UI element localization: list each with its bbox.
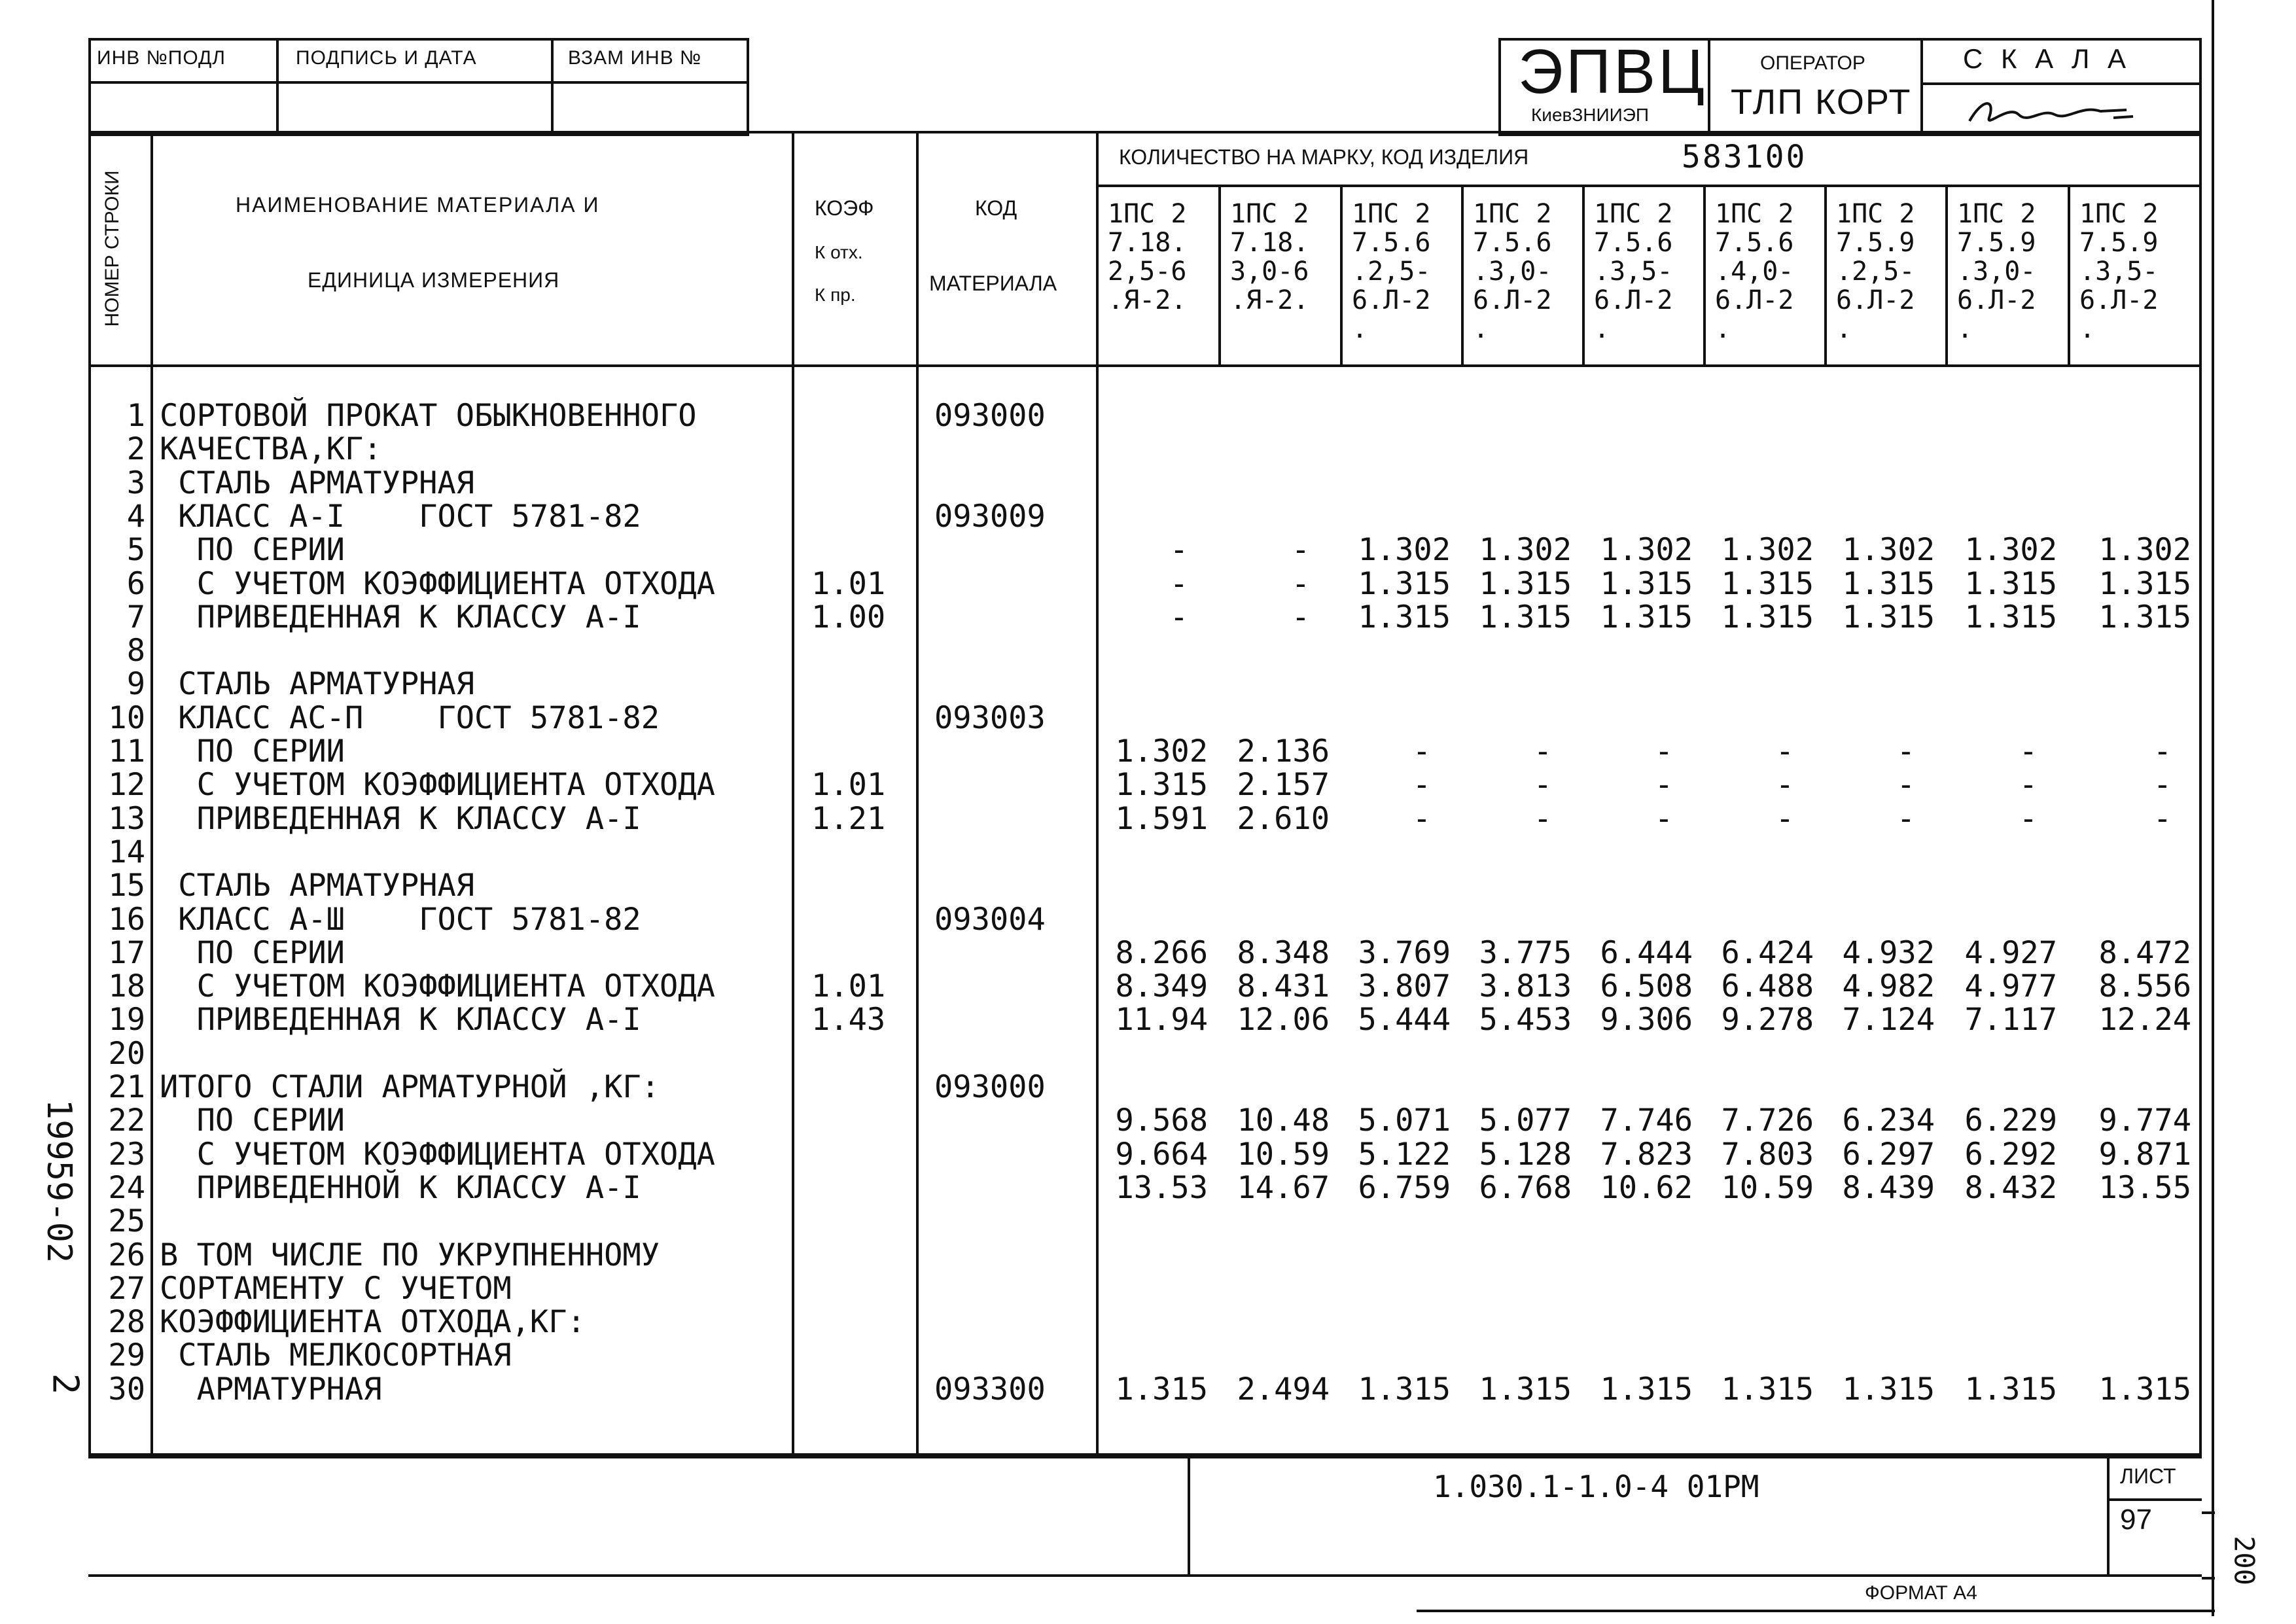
quantity-cell: -: [2153, 800, 2172, 837]
quantity-cell: 1.302: [1721, 532, 1814, 569]
quantity-header: КОЛИЧЕСТВО НА МАРКУ, КОД ИЗДЕЛИЯ: [1119, 145, 1529, 169]
quantity-cell: -: [2019, 767, 2038, 803]
quantity-cell: 8.348: [1237, 934, 1330, 971]
mark-header-line: 1ПС 2: [1230, 199, 1309, 229]
row-number: 26: [108, 1237, 145, 1273]
quantity-cell: 4.927: [1964, 934, 2057, 971]
quantity-cell: 6.297: [1842, 1136, 1935, 1173]
quantity-cell: 1.315: [2098, 1371, 2191, 1407]
material-name: КОЭФФИЦИЕНТА ОТХОДА,КГ:: [160, 1304, 586, 1341]
operator-label: ОПЕРАТОР: [1760, 52, 1865, 74]
vzam-label: ВЗАМ ИНВ №: [568, 47, 702, 69]
mark-header-line: 7.18.: [1230, 228, 1309, 258]
quantity-cell: 8.556: [2098, 968, 2191, 1005]
table-rule: [150, 131, 153, 1456]
quantity-cell: -: [1654, 767, 1673, 803]
row-number: 4: [126, 498, 145, 535]
quantity-cell: 1.302: [1479, 532, 1572, 569]
mark-header-line: 6.Л-2: [1594, 285, 1673, 315]
quantity-cell: 8.266: [1115, 934, 1208, 971]
stamp-divider: [1708, 38, 1710, 136]
mark-header-line: 1ПС 2: [1957, 199, 2036, 229]
mark-header-line: 7.5.9: [2079, 228, 2159, 258]
quantity-cell: 1.315: [2098, 565, 2191, 602]
material-name: СТАЛЬ МЕЛКОСОРТНАЯ: [160, 1337, 512, 1374]
material-name: СТАЛЬ АРМАТУРНАЯ: [160, 666, 475, 703]
row-number: 5: [126, 532, 145, 569]
quantity-cell: 1.315: [2098, 599, 2191, 635]
mark-column-rule: [1340, 185, 1343, 364]
quantity-cell: 1.315: [1358, 1371, 1451, 1407]
material-code: 093004: [934, 901, 1046, 938]
quantity-cell: 7.117: [1964, 1002, 2057, 1038]
operator-value: ТЛП КОРТ: [1731, 82, 1912, 122]
quantity-cell: -: [1169, 565, 1188, 602]
coefficient: 1.01: [811, 968, 886, 1005]
material-name: ПО СЕРИИ: [160, 1103, 345, 1139]
quantity-cell: 1.315: [1721, 599, 1814, 635]
footer-rule: [88, 1574, 2202, 1577]
coefficient: 1.21: [811, 800, 886, 837]
row-number-header: НОМЕР СТРОКИ: [101, 170, 123, 327]
product-code: 583100: [1682, 139, 1807, 175]
row-number: 12: [108, 767, 145, 803]
mark-header-line: 7.5.6: [1473, 228, 1552, 258]
mark-header-line: .: [1715, 314, 1731, 344]
mark-header-line: .Я-2.: [1230, 285, 1309, 315]
mark-column-rule: [1703, 185, 1706, 364]
quantity-cell: -: [1775, 733, 1794, 769]
quantity-cell: 1.315: [1600, 1371, 1693, 1407]
quantity-cell: -: [1291, 599, 1310, 635]
quantity-cell: 8.472: [2098, 934, 2191, 971]
quantity-cell: -: [1533, 733, 1552, 769]
table-rule: [88, 1456, 2202, 1458]
mark-column-rule: [2068, 185, 2070, 364]
mark-header-line: .: [1594, 314, 1610, 344]
side-page-number: 200: [2228, 1536, 2261, 1585]
quantity-cell: 1.315: [1600, 599, 1693, 635]
row-number: 11: [108, 733, 145, 769]
quantity-cell: 10.48: [1237, 1103, 1330, 1139]
quantity-cell: -: [1896, 733, 1915, 769]
quantity-cell: 6.444: [1600, 934, 1693, 971]
coefficient: 1.01: [811, 767, 886, 803]
quantity-cell: -: [1775, 800, 1794, 837]
quantity-cell: 1.315: [1964, 565, 2057, 602]
material-name: В ТОМ ЧИСЛЕ ПО УКРУПНЕННОМУ: [160, 1237, 660, 1273]
quantity-cell: 5.444: [1358, 1002, 1451, 1038]
mark-header-line: .2,5-: [1836, 256, 1915, 287]
material-code: 093003: [934, 699, 1046, 736]
mark-header-line: 7.5.6: [1594, 228, 1673, 258]
mark-header-line: 1ПС 2: [1352, 199, 1431, 229]
mark-header-line: .: [1836, 314, 1852, 344]
mark-header-line: 1ПС 2: [1473, 199, 1552, 229]
stamp-divider: [88, 81, 749, 84]
quantity-cell: 10.59: [1237, 1136, 1330, 1173]
quantity-cell: 1.591: [1115, 800, 1208, 837]
mark-header-line: .3,5-: [2079, 256, 2159, 287]
row-number: 27: [108, 1270, 145, 1307]
margin-rule: [2202, 1577, 2215, 1580]
sign-date-label: ПОДПИСЬ И ДАТА: [296, 47, 477, 69]
quantity-cell: 11.94: [1115, 1002, 1208, 1038]
quantity-cell: 5.128: [1479, 1136, 1572, 1173]
quantity-cell: 2.494: [1237, 1371, 1330, 1407]
row-number: 25: [108, 1203, 145, 1240]
row-number: 17: [108, 934, 145, 971]
material-name: С УЧЕТОМ КОЭФФИЦИЕНТА ОТХОДА: [160, 565, 715, 602]
margin-rule: [2212, 0, 2214, 1616]
quantity-cell: -: [2019, 733, 2038, 769]
quantity-cell: -: [1169, 532, 1188, 569]
row-number: 28: [108, 1304, 145, 1341]
quantity-cell: 10.62: [1600, 1169, 1693, 1206]
code-header-1: КОД: [975, 196, 1017, 220]
quantity-cell: 1.302: [1358, 532, 1451, 569]
mark-header-line: .: [1473, 314, 1489, 344]
quantity-cell: 1.315: [1964, 599, 2057, 635]
quantity-cell: 8.431: [1237, 968, 1330, 1005]
document-code: 1.030.1-1.0-4 01РМ: [1433, 1469, 1759, 1504]
row-number: 15: [108, 868, 145, 904]
material-name: КЛАСС А-I ГОСТ 5781-82: [160, 498, 641, 535]
quantity-cell: 5.122: [1358, 1136, 1451, 1173]
mark-header-line: 7.5.6: [1352, 228, 1431, 258]
footer-rule: [2107, 1498, 2202, 1501]
row-number: 14: [108, 834, 145, 870]
mark-header-line: 6.Л-2: [1715, 285, 1794, 315]
org-main: ЭПВЦ: [1518, 37, 1708, 107]
quantity-cell: 1.315: [1721, 565, 1814, 602]
quantity-cell: 9.774: [2098, 1103, 2191, 1139]
material-name: ПО СЕРИИ: [160, 532, 345, 569]
quantity-cell: 5.071: [1358, 1103, 1451, 1139]
material-name: ИТОГО СТАЛИ АРМАТУРНОЙ ,КГ:: [160, 1069, 660, 1105]
stamp-divider: [1920, 82, 2202, 85]
quantity-cell: 1.315: [1115, 767, 1208, 803]
mark-header-line: 6.Л-2: [2079, 285, 2159, 315]
quantity-cell: 9.278: [1721, 1002, 1814, 1038]
coef-header-1: КОЭФ: [815, 196, 874, 220]
quantity-cell: 9.664: [1115, 1136, 1208, 1173]
row-number: 19: [108, 1002, 145, 1038]
mark-header-line: .3,0-: [1957, 256, 2036, 287]
quantity-cell: 1.315: [1479, 1371, 1572, 1407]
coef-header-3: К пр.: [815, 285, 856, 305]
mark-header-line: 7.5.9: [1957, 228, 2036, 258]
quantity-cell: 6.292: [1964, 1136, 2057, 1173]
quantity-cell: 1.315: [1479, 599, 1572, 635]
quantity-cell: 6.508: [1600, 968, 1693, 1005]
quantity-cell: -: [1896, 767, 1915, 803]
quantity-cell: 4.977: [1964, 968, 2057, 1005]
quantity-cell: -: [1169, 599, 1188, 635]
mark-header-line: .Я-2.: [1108, 285, 1187, 315]
quantity-cell: 12.24: [2098, 1002, 2191, 1038]
quantity-cell: -: [1533, 767, 1552, 803]
material-code: 093300: [934, 1371, 1046, 1407]
material-name: ПРИВЕДЕННАЯ К КЛАССУ А-I: [160, 800, 641, 837]
quantity-cell: 1.315: [1964, 1371, 2057, 1407]
coefficient: 1.01: [811, 565, 886, 602]
quantity-cell: 1.315: [1358, 599, 1451, 635]
mark-header-line: 6.Л-2: [1957, 285, 2036, 315]
material-name-header-2: ЕДИНИЦА ИЗМЕРЕНИЯ: [308, 268, 560, 292]
quantity-cell: 7.726: [1721, 1103, 1814, 1139]
material-name: ПРИВЕДЕННАЯ К КЛАССУ А-I: [160, 1002, 641, 1038]
row-number: 1: [126, 398, 145, 434]
mark-header-line: 6.Л-2: [1352, 285, 1431, 315]
mark-column-rule: [1824, 185, 1827, 364]
footer-rule: [1188, 1456, 1190, 1577]
material-name: С УЧЕТОМ КОЭФФИЦИЕНТА ОТХОДА: [160, 1136, 715, 1173]
quantity-cell: -: [2153, 733, 2172, 769]
material-code: 093000: [934, 398, 1046, 434]
material-name: КЛАСС А-Ш ГОСТ 5781-82: [160, 901, 641, 938]
quantity-cell: 6.488: [1721, 968, 1814, 1005]
quantity-cell: -: [1533, 800, 1552, 837]
mark-header-line: 1ПС 2: [1836, 199, 1915, 229]
mark-column-rule: [1461, 185, 1464, 364]
coefficient: 1.43: [811, 1002, 886, 1038]
mark-header-line: 3,0-6: [1230, 256, 1309, 287]
stamp-divider: [276, 38, 279, 136]
signature-image: [1956, 92, 2153, 131]
mark-header-line: 1ПС 2: [2079, 199, 2159, 229]
row-number: 16: [108, 901, 145, 938]
code-header-2: МАТЕРИАЛА: [929, 272, 1057, 295]
row-number: 10: [108, 699, 145, 736]
mark-header-line: .4,0-: [1715, 256, 1794, 287]
quantity-cell: 6.234: [1842, 1103, 1935, 1139]
table-rule: [916, 131, 919, 1456]
material-name: ПРИВЕДЕННОЙ К КЛАССУ А-I: [160, 1169, 641, 1206]
quantity-cell: 1.315: [1842, 565, 1935, 602]
quantity-cell: 7.803: [1721, 1136, 1814, 1173]
material-name: АРМАТУРНАЯ: [160, 1371, 382, 1407]
mark-header-line: 7.5.9: [1836, 228, 1915, 258]
quantity-cell: 8.439: [1842, 1169, 1935, 1206]
quantity-cell: 1.315: [1842, 1371, 1935, 1407]
stamp-divider: [1920, 38, 1923, 136]
quantity-cell: 1.315: [1842, 599, 1935, 635]
row-number: 7: [126, 599, 145, 635]
row-number: 8: [126, 633, 145, 669]
mark-header-line: .: [1352, 314, 1368, 344]
mark-header-line: .2,5-: [1352, 256, 1431, 287]
quantity-cell: 9.568: [1115, 1103, 1208, 1139]
quantity-cell: 9.306: [1600, 1002, 1693, 1038]
margin-rule: [1417, 1610, 2215, 1612]
quantity-cell: 4.932: [1842, 934, 1935, 971]
quantity-cell: -: [1412, 733, 1431, 769]
table-rule: [792, 131, 794, 1456]
material-name: ПО СЕРИИ: [160, 733, 345, 769]
row-number: 22: [108, 1103, 145, 1139]
row-number: 21: [108, 1069, 145, 1105]
quantity-cell: -: [1775, 767, 1794, 803]
mark-column-rule: [1218, 185, 1221, 364]
quantity-cell: 6.424: [1721, 934, 1814, 971]
quantity-cell: 9.871: [2098, 1136, 2191, 1173]
row-number: 24: [108, 1169, 145, 1206]
quantity-cell: -: [1291, 565, 1310, 602]
quantity-cell: 13.55: [2098, 1169, 2191, 1206]
mark-header-line: 1ПС 2: [1108, 199, 1187, 229]
quantity-cell: 1.315: [1479, 565, 1572, 602]
sheet-number: 97: [2120, 1504, 2152, 1536]
quantity-cell: 2.136: [1237, 733, 1330, 769]
table-rule: [88, 364, 2202, 367]
coef-header-2: К отх.: [815, 242, 863, 262]
quantity-cell: 3.813: [1479, 968, 1572, 1005]
material-code: 093009: [934, 498, 1046, 535]
row-number: 29: [108, 1337, 145, 1374]
row-number: 2: [126, 431, 145, 468]
quantity-cell: 14.67: [1237, 1169, 1330, 1206]
material-name-header-1: НАИМЕНОВАНИЕ МАТЕРИАЛА И: [236, 193, 600, 217]
material-name: СТАЛЬ АРМАТУРНАЯ: [160, 868, 475, 904]
row-number: 30: [108, 1371, 145, 1407]
inv-label: ИНВ №ПОДЛ: [97, 47, 226, 69]
quantity-cell: 6.229: [1964, 1103, 2057, 1139]
quantity-cell: 13.53: [1115, 1169, 1208, 1206]
quantity-cell: 3.769: [1358, 934, 1451, 971]
archive-number: 19959-02: [39, 1099, 79, 1263]
row-number: 3: [126, 465, 145, 501]
material-code: 093000: [934, 1069, 1046, 1105]
mark-header-line: .3,0-: [1473, 256, 1552, 287]
quantity-cell: -: [1896, 800, 1915, 837]
row-number: 9: [126, 666, 145, 703]
quantity-cell: 1.315: [1358, 565, 1451, 602]
quantity-cell: 4.982: [1842, 968, 1935, 1005]
coefficient: 1.00: [811, 599, 886, 635]
mark-header-line: 7.5.6: [1715, 228, 1794, 258]
quantity-cell: -: [1412, 767, 1431, 803]
quantity-cell: -: [2153, 767, 2172, 803]
footer-rule: [2107, 1456, 2110, 1577]
material-name: СОРТАМЕНТУ С УЧЕТОМ: [160, 1270, 512, 1307]
material-name: ПО СЕРИИ: [160, 934, 345, 971]
mark-header-line: 6.Л-2: [1836, 285, 1915, 315]
mark-header-line: .: [2079, 314, 2096, 344]
quantity-cell: -: [1654, 733, 1673, 769]
quantity-cell: 7.124: [1842, 1002, 1935, 1038]
quantity-cell: 1.302: [1600, 532, 1693, 569]
quantity-cell: 1.315: [1115, 1371, 1208, 1407]
mark-header-line: 7.18.: [1108, 228, 1187, 258]
row-number: 6: [126, 565, 145, 602]
sheet-label: ЛИСТ: [2120, 1464, 2176, 1488]
material-name: С УЧЕТОМ КОЭФФИЦИЕНТА ОТХОДА: [160, 968, 715, 1005]
format-label: ФОРМАТ А4: [1865, 1582, 1977, 1604]
quantity-cell: 7.746: [1600, 1103, 1693, 1139]
mark-header-line: 2,5-6: [1108, 256, 1187, 287]
mark-column-rule: [1582, 185, 1585, 364]
quantity-cell: 5.077: [1479, 1103, 1572, 1139]
org-sub: КиевЗНИИЭП: [1531, 105, 1650, 125]
row-number: 18: [108, 968, 145, 1005]
mark-header-line: 1ПС 2: [1715, 199, 1794, 229]
quantity-cell: 10.59: [1721, 1169, 1814, 1206]
mark-column-rule: [1945, 185, 1948, 364]
row-number: 13: [108, 800, 145, 837]
table-rule: [1096, 185, 2202, 187]
quantity-cell: 1.315: [1721, 1371, 1814, 1407]
quantity-cell: -: [1654, 800, 1673, 837]
material-name: ПРИВЕДЕННАЯ К КЛАССУ А-I: [160, 599, 641, 635]
mark-header-line: .3,5-: [1594, 256, 1673, 287]
quantity-cell: -: [1412, 800, 1431, 837]
row-number: 23: [108, 1136, 145, 1173]
quantity-cell: 8.349: [1115, 968, 1208, 1005]
scale-label: С К А Л А: [1963, 43, 2132, 74]
stamp-divider: [551, 38, 554, 136]
quantity-cell: 1.302: [2098, 532, 2191, 569]
margin-rule: [2202, 1511, 2215, 1514]
material-name: КЛАСС АС-П ГОСТ 5781-82: [160, 699, 660, 736]
mark-header-line: 6.Л-2: [1473, 285, 1552, 315]
quantity-cell: 3.775: [1479, 934, 1572, 971]
quantity-cell: 8.432: [1964, 1169, 2057, 1206]
archive-mark: 2: [44, 1373, 86, 1395]
quantity-cell: 2.157: [1237, 767, 1330, 803]
material-name: С УЧЕТОМ КОЭФФИЦИЕНТА ОТХОДА: [160, 767, 715, 803]
quantity-cell: 1.302: [1115, 733, 1208, 769]
row-number: 20: [108, 1035, 145, 1072]
material-name: КАЧЕСТВА,КГ:: [160, 431, 382, 468]
quantity-cell: 6.759: [1358, 1169, 1451, 1206]
quantity-cell: 3.807: [1358, 968, 1451, 1005]
quantity-cell: 1.302: [1964, 532, 2057, 569]
quantity-cell: -: [2019, 800, 2038, 837]
material-name: СОРТОВОЙ ПРОКАТ ОБЫКНОВЕННОГО: [160, 398, 697, 434]
quantity-cell: 7.823: [1600, 1136, 1693, 1173]
quantity-cell: 1.315: [1600, 565, 1693, 602]
quantity-cell: 12.06: [1237, 1002, 1330, 1038]
quantity-cell: -: [1291, 532, 1310, 569]
mark-header-line: 1ПС 2: [1594, 199, 1673, 229]
material-name: СТАЛЬ АРМАТУРНАЯ: [160, 465, 475, 501]
quantity-cell: 5.453: [1479, 1002, 1572, 1038]
mark-header-line: .: [1957, 314, 1973, 344]
quantity-cell: 6.768: [1479, 1169, 1572, 1206]
quantity-cell: 2.610: [1237, 800, 1330, 837]
quantity-cell: 1.302: [1842, 532, 1935, 569]
